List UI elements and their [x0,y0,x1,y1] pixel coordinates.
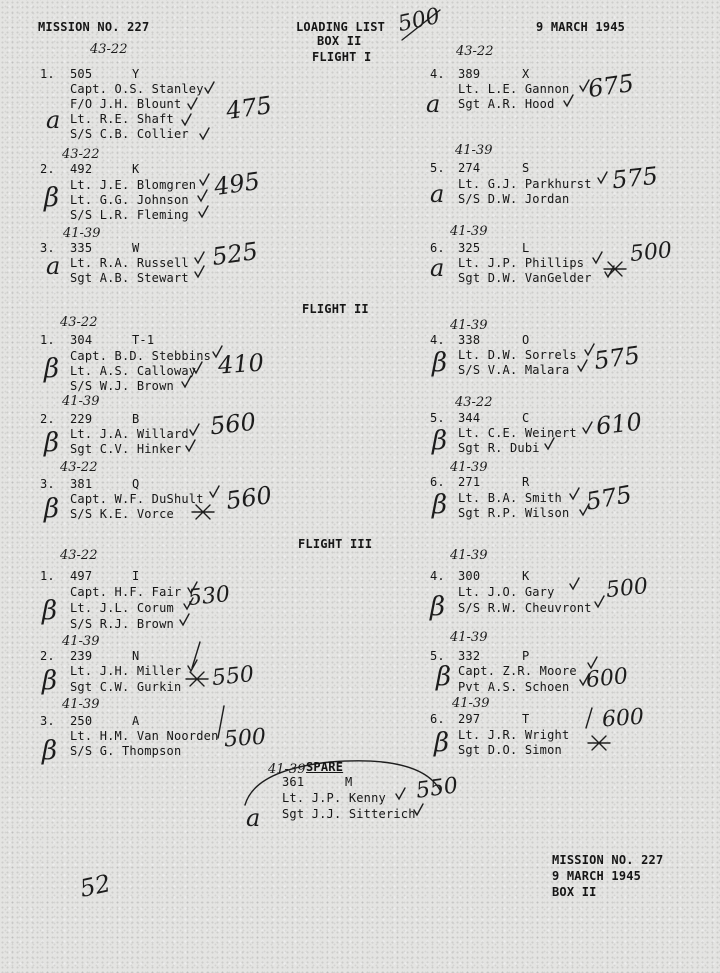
flight-iii-heading: FLIGHT III [298,537,373,551]
aircraft-letter: L [522,241,530,255]
aircraft-letter: S [522,161,530,175]
crew-member: Lt. L.E. Gannon [458,82,570,96]
aircraft-letter: X [522,67,530,81]
crew-member: Lt. J.R. Wright [458,728,570,742]
aircraft-letter: Y [132,67,140,81]
check-mark [188,98,197,109]
handwritten-code: 41-39 [62,394,100,409]
aircraft-position: 4. [430,333,445,347]
aircraft-number: 229 [70,412,93,426]
aircraft-position: 1. [40,67,55,81]
check-mark [595,596,604,607]
footer-date: 9 MARCH 1945 [552,869,642,883]
box-label: BOX II [317,34,362,48]
crew-member: Lt. J.O. Gary [458,585,555,599]
aircraft-number: 250 [70,714,93,728]
crew-member: S/S D.W. Jordan [458,192,570,206]
aircraft-number: 297 [458,712,481,726]
crew-member: Sgt C.W. Gurkin [70,680,182,694]
aircraft-letter: K [132,162,140,176]
aircraft-number: 381 [70,477,93,491]
check-mark [593,252,602,263]
crew-member: Capt. Z.R. Moore [458,664,577,678]
aircraft-number: 338 [458,333,481,347]
check-mark [195,266,204,277]
aircraft-number: 239 [70,649,93,663]
handwritten-type: a [46,252,61,280]
handwritten-load: 600 [601,704,645,733]
aircraft-number: 497 [70,569,93,583]
check-mark [198,190,207,201]
handwritten-type: β [44,354,60,384]
handwritten-code: 43-22 [60,460,98,475]
handwritten-load: 560 [208,407,258,441]
check-mark [570,578,579,589]
handwritten-load: 575 [592,340,642,376]
check-mark [182,114,191,125]
aircraft-position: 3. [40,477,55,491]
handwritten-load: 500 [223,724,267,753]
crew-member: Capt. H.F. Fair [70,585,182,599]
handwritten-type: β [42,596,58,626]
handwritten-note: 500 [395,3,443,38]
aircraft-position: 6. [430,241,445,255]
aircraft-number: 325 [458,241,481,255]
crew-member: S/S G. Thompson [70,744,182,758]
handwritten-load: 610 [594,407,644,441]
handwritten-load: 560 [224,480,274,516]
handwritten-code: 43-22 [90,42,128,57]
crew-member: S/S R.J. Brown [70,617,174,631]
crew-member: Lt. J.P. Kenny [282,791,386,805]
handwritten-load: 410 [217,348,265,380]
aircraft-number: 361 [282,775,305,789]
handwritten-type: a [426,90,441,118]
crew-member: Lt. J.A. Willard [70,427,189,441]
aircraft-letter: T-1 [132,333,155,347]
crew-member: S/S W.J. Brown [70,379,174,393]
aircraft-position: 6. [430,475,445,489]
handwritten-code: 43-22 [60,315,98,330]
asterisk-mark [604,262,626,276]
check-mark [583,422,592,433]
aircraft-letter: O [522,333,530,347]
footer-box-label: BOX II [552,885,597,899]
handwritten-load: 475 [224,90,274,126]
crew-member: Lt. H.M. Van Noorden [70,729,219,743]
aircraft-letter: I [132,569,140,583]
aircraft-position: 5. [430,411,445,425]
check-mark [190,424,199,435]
crew-member: Capt. O.S. Stanley [70,82,204,96]
handwritten-load: 530 [186,581,232,612]
asterisk-mark [192,505,214,519]
aircraft-letter: K [522,569,530,583]
check-mark [210,486,219,497]
crew-member: S/S K.E. Vorce [70,507,174,521]
handwritten-code: 43-22 [456,44,494,59]
check-mark [205,82,214,93]
check-mark [396,788,405,799]
handwritten-load: 550 [210,661,256,692]
handwritten-code: 41-39 [450,548,488,563]
aircraft-position: 5. [430,161,445,175]
aircraft-position: 5. [430,649,445,663]
crew-member: Lt. G.J. Parkhurst [458,177,592,191]
aircraft-letter: Q [132,477,140,491]
handwritten-type: β [432,490,448,520]
crew-member: S/S R.W. Cheuvront [458,601,592,615]
slash-mark [586,708,592,728]
crew-member: Lt. R.E. Shaft [70,112,174,126]
aircraft-position: 6. [430,712,445,726]
crew-member: Sgt D.O. Simon [458,743,562,757]
handwritten-type: a [246,804,261,832]
handwritten-code: 41-39 [62,634,100,649]
check-mark [195,252,204,263]
aircraft-position: 4. [430,67,445,81]
handwritten-type: β [44,428,60,458]
check-mark [570,488,579,499]
flight-i-heading: FLIGHT I [312,50,372,64]
handwritten-load: 525 [210,236,260,272]
aircraft-number: 492 [70,162,93,176]
aircraft-number: 271 [458,475,481,489]
handwritten-code: 41-39 [63,226,101,241]
aircraft-letter: T [522,712,530,726]
aircraft-number: 389 [458,67,481,81]
aircraft-letter: C [522,411,530,425]
crew-member: Lt. J.P. Phillips [458,256,585,270]
crew-member: Sgt D.W. VanGelder [458,271,592,285]
crew-member: Lt. B.A. Smith [458,491,562,505]
aircraft-number: 300 [458,569,481,583]
spare-heading: SPARE [306,760,344,774]
mission-date: 9 MARCH 1945 [536,20,626,34]
asterisk-mark [588,736,610,750]
crew-member: Sgt C.V. Hinker [70,442,182,456]
aircraft-position: 2. [40,649,55,663]
crew-member: Lt. G.G. Johnson [70,193,189,207]
crew-member: Sgt J.J. Sitterich [282,807,416,821]
handwritten-type: β [44,494,60,524]
handwritten-code: 43-22 [455,395,493,410]
aircraft-number: 505 [70,67,93,81]
flight-ii-heading: FLIGHT II [302,302,369,316]
crew-member: S/S C.B. Collier [70,127,189,141]
asterisk-mark [186,672,208,686]
handwritten-type: β [432,426,448,456]
aircraft-number: 335 [70,241,93,255]
handwritten-load: 500 [628,237,674,268]
handwritten-corner-note: 52 [77,869,114,903]
aircraft-number: 304 [70,333,93,347]
aircraft-letter: B [132,412,140,426]
aircraft-letter: R [522,475,530,489]
aircraft-position: 2. [40,412,55,426]
footer-mission-number: MISSION NO. 227 [552,853,664,867]
handwritten-load: 550 [414,773,460,804]
check-mark [200,174,209,185]
handwritten-type: β [44,183,60,213]
crew-member: S/S L.R. Fleming [70,208,189,222]
handwritten-load: 575 [583,480,634,516]
check-mark [598,172,607,183]
crew-member: Lt. A.S. Calloway [70,364,197,378]
handwritten-type: β [430,592,446,622]
crew-member: Capt. B.D. Stebbins [70,349,212,363]
aircraft-position: 4. [430,569,445,583]
aircraft-number: 274 [458,161,481,175]
crew-member: Sgt R. Dubi [458,441,540,455]
handwritten-code: 41-39 [268,762,306,777]
handwritten-code: 41-39 [452,696,490,711]
handwritten-load: 500 [604,573,650,604]
aircraft-letter: N [132,649,140,663]
aircraft-letter: A [132,714,140,728]
aircraft-position: 3. [40,241,55,255]
handwritten-type: β [42,666,58,696]
handwritten-type: β [42,736,58,766]
aircraft-position: 1. [40,333,55,347]
crew-member: F/O J.H. Blount [70,97,182,111]
aircraft-letter: P [522,649,530,663]
handwritten-code: 43-22 [60,548,98,563]
crew-member: Lt. R.A. Russell [70,256,189,270]
aircraft-number: 332 [458,649,481,663]
crew-member: Lt. D.W. Sorrels [458,348,577,362]
handwritten-code: 41-39 [450,224,488,239]
crew-member: Lt. J.L. Corum [70,601,174,615]
crew-member: Lt. C.E. Weinert [458,426,577,440]
crew-member: Lt. J.H. Miller [70,664,182,678]
aircraft-position: 3. [40,714,55,728]
aircraft-position: 1. [40,569,55,583]
check-mark [199,206,208,217]
handwritten-type: a [430,180,445,208]
handwritten-type: β [432,348,448,378]
handwritten-load: 495 [212,166,262,202]
handwritten-type: a [430,254,445,282]
handwritten-code: 41-39 [450,630,488,645]
check-mark [200,128,209,139]
handwritten-load: 600 [584,663,630,694]
aircraft-number: 344 [458,411,481,425]
handwritten-code: 41-39 [450,460,488,475]
handwritten-type: β [436,662,452,692]
handwritten-code: 41-39 [450,318,488,333]
handwritten-code: 41-39 [62,697,100,712]
handwritten-load: 675 [586,68,636,104]
crew-member: Lt. J.E. Blomgren [70,178,197,192]
crew-member: Sgt R.P. Wilson [458,506,570,520]
handwritten-load: 575 [610,161,660,195]
slash-mark [192,642,200,668]
check-mark [180,614,189,625]
mission-number: MISSION NO. 227 [38,20,150,34]
handwritten-code: 43-22 [62,147,100,162]
check-mark [186,440,195,451]
crew-member: Capt. W.F. DuShult [70,492,204,506]
aircraft-letter: M [345,775,353,789]
crew-member: S/S V.A. Malara [458,363,570,377]
handwritten-type: β [434,728,450,758]
aircraft-letter: W [132,241,140,255]
handwritten-type: a [46,106,61,134]
handwritten-code: 41-39 [455,143,493,158]
check-mark [578,360,587,371]
crew-member: Sgt A.B. Stewart [70,271,189,285]
aircraft-position: 2. [40,162,55,176]
crew-member: Sgt A.R. Hood [458,97,555,111]
page-title: LOADING LIST [296,20,386,34]
check-mark [564,95,573,106]
crew-member: Pvt A.S. Schoen [458,680,570,694]
